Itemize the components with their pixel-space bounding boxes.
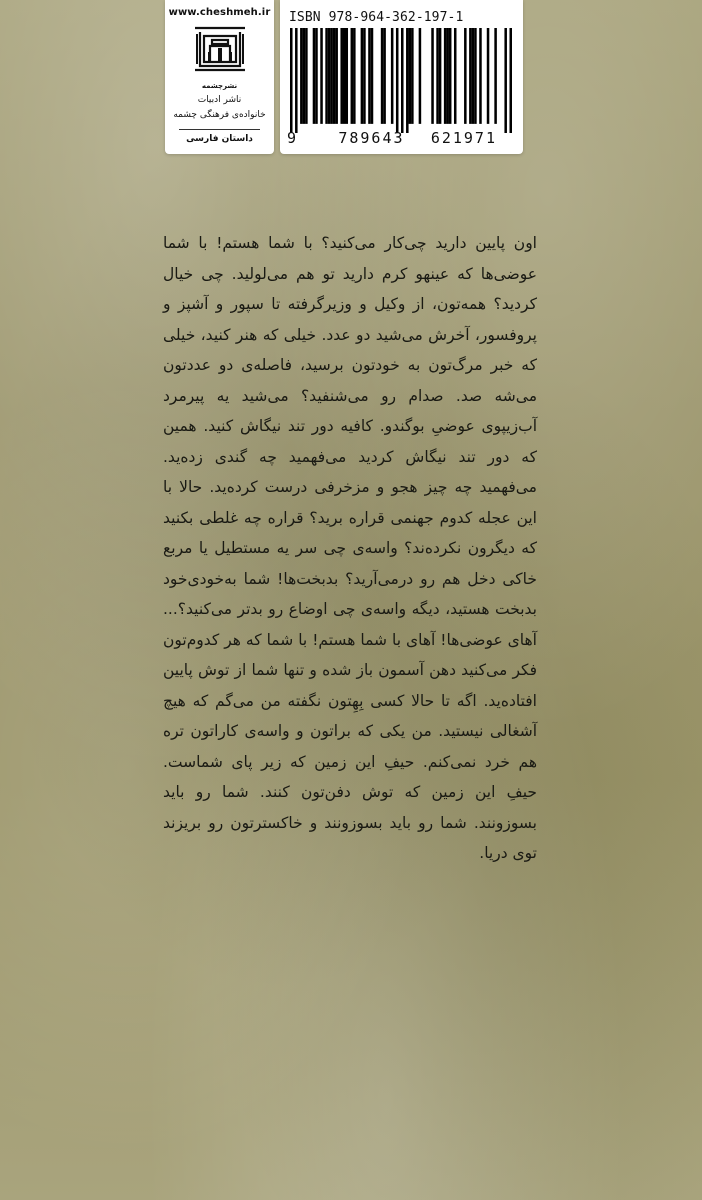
barcode-bar (346, 28, 349, 124)
barcode-bar (431, 28, 434, 124)
barcode-bar (381, 28, 384, 124)
barcode-bar (333, 28, 336, 124)
barcode-bar (479, 28, 482, 124)
cheshmeh-logo-icon (190, 22, 250, 74)
barcode-bar (290, 28, 293, 133)
barcode-bar (419, 28, 422, 124)
barcode-bar (340, 28, 343, 124)
barcode-bar (446, 28, 449, 124)
barcode-icon (290, 28, 512, 133)
barcode-digit-prefix: 9 (287, 129, 299, 147)
barcode-bar (444, 28, 447, 124)
publisher-name: نشرچشمه (201, 82, 238, 90)
publisher-genre: داستان فارسی (186, 134, 253, 144)
barcode-bar (406, 28, 409, 133)
barcode-bar (313, 28, 316, 124)
barcode-bar (368, 28, 371, 124)
barcode-bar (401, 28, 404, 133)
barcode-bar (396, 28, 399, 133)
barcode-digits-group-2: 621971 (430, 129, 497, 147)
barcode-bar (371, 28, 374, 124)
barcode-bar (325, 28, 328, 124)
barcode-bar (391, 28, 394, 124)
barcode-bar (328, 28, 331, 124)
barcode-bar (315, 28, 318, 124)
publisher-label (165, 0, 274, 154)
barcode-bar (449, 28, 452, 124)
barcode-bar (303, 28, 306, 124)
barcode-bar (383, 28, 386, 124)
barcode-bar (335, 28, 338, 124)
barcode-digits (287, 130, 517, 146)
barcode-bar (343, 28, 346, 124)
barcode-bar (494, 28, 497, 124)
barcode-bar (439, 28, 442, 124)
barcode-bar (363, 28, 366, 124)
barcode-bar (487, 28, 490, 124)
barcode-bar (509, 28, 512, 133)
isbn-text: ISBN 978-964-362-197-1 (289, 10, 464, 25)
isbn-barcode-label (280, 0, 523, 154)
barcode-bar (353, 28, 356, 124)
barcode-bar (300, 28, 303, 124)
publisher-website: www.cheshmeh.ir (168, 7, 271, 18)
barcode-bar (409, 28, 412, 124)
barcode-bar (295, 28, 298, 133)
barcode-bar (320, 28, 323, 124)
publisher-divider (179, 129, 260, 130)
barcode-bar (469, 28, 472, 124)
back-cover-text: اون پایین دارید چی‌کار می‌کنید؟ با شما هستم! با شما عوضی‌ها که عینهو کرم دارید تو هم می‌لولید. چی خیال کردید؟ همه‌تون، از وکیل و وزیرگرفته تا سپور و آشپز و پروفسور، آخرش می‌شید دو عدد. خیلی که هنر کنید، خیلی که خبر مرگ‌تون به خودتون برسید، فاصله‌ی دو عددتون می‌شه صد. صدام رو می‌شنفید؟ می‌شید یه پیرمرد آب‌زیپوی عوضیِ بوگندو. کافیه دور تند نیگاش کنید. همین که دور تند نیگاش کردید می‌فهمید چه گندی زده‌ید. می‌فهمید چه چیز هجو و مزخرفی درست کرده‌ید. حالا با این عجله کدوم جهنمی قراره برید؟ قراره چه غلطی بکنید که دیگرون نکرده‌ند؟ واسه‌ی چی سر یه مستطیل یا مربع خاکی دخل هم رو درمی‌آرید؟ بدبخت‌ها! شما به‌خودی‌خود بدبخت هستید، دیگه واسه‌ی چی اوضاع رو بدتر می‌کنید؟... آهای عوضی‌ها! آهای با شما هستم! با شما که هر کدوم‌تون فکر می‌کنید دهن آسمون باز شده و تنها شما از توش پایین افتاده‌ید. اگه تا حالا کسی بِهِتون نگفته من می‌گم که هیچ آشغالی نیستید. من یکی که براتون و واسه‌ی کاراتون تره هم خرد نمی‌کنم. حیفِ این زمین که زیر پای شماست. حیفِ این زمین که توش دفن‌تون کنند. شما رو باید بسوزونند. شما رو باید بسوزونند و خاکسترتون رو بریزند توی دریا. (163, 234, 537, 862)
barcode-bar (464, 28, 467, 124)
barcode-bar (361, 28, 364, 124)
barcode-bar (454, 28, 457, 124)
barcode-bar (474, 28, 477, 124)
publisher-family: خانواده‌ی فرهنگی چشمه (173, 110, 266, 120)
barcode-bar (411, 28, 414, 124)
barcode-bar (504, 28, 507, 133)
barcode-bar (305, 28, 308, 124)
barcode-bar (472, 28, 475, 124)
barcode-bar (330, 28, 333, 124)
barcode-digits-group-1: 789643 (338, 129, 405, 147)
barcode-bar (351, 28, 354, 124)
publisher-role: ناشر ادبیات (197, 95, 242, 105)
barcode-bar (436, 28, 439, 124)
